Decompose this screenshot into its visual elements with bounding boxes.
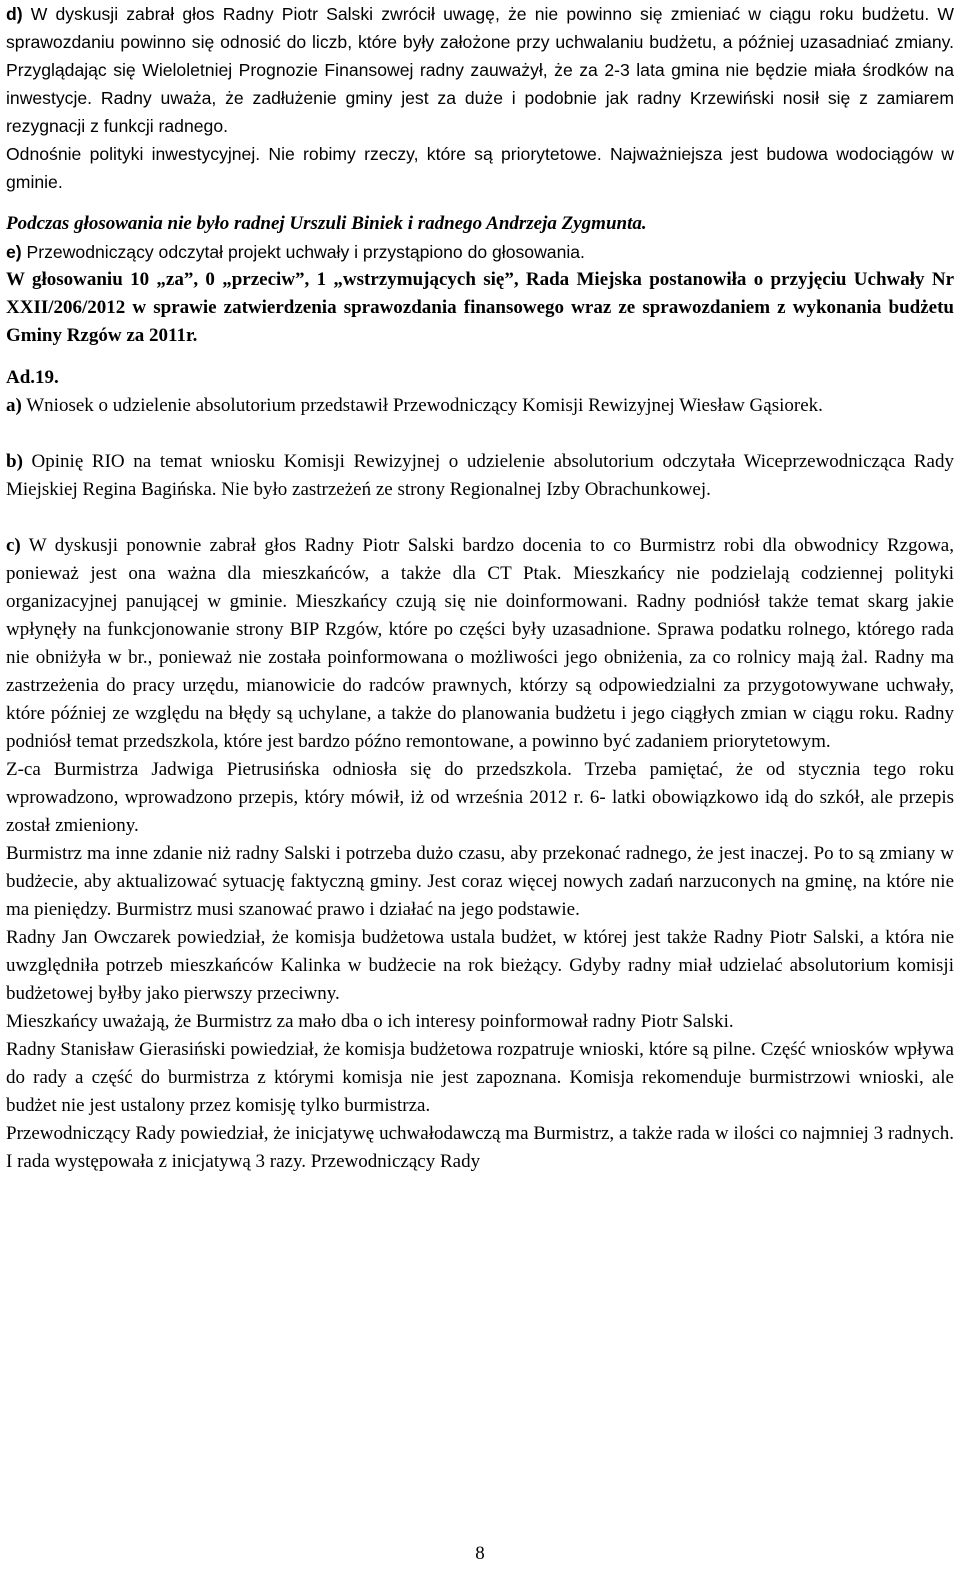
- paragraph-d-prognoza: Przyglądając się Wieloletniej Prognozie Finansowej radny zauważył, że za 2-3 lata gmina nie będzie miała środków na inwestycje. Radny uważa, że zadłużenie gminy jest za duże i podobnie jak radny Krzewiński nosił się z zamiarem rezygnacji z funkcji radnego.: [6, 60, 954, 136]
- item-label-c: c): [6, 535, 21, 556]
- item-label-e: e): [6, 242, 22, 262]
- item-label-d: d): [6, 4, 23, 24]
- paragraph-b: [6, 448, 954, 504]
- section-heading: Ad.19.: [6, 367, 59, 388]
- page-number: 8: [475, 1543, 485, 1564]
- paragraph-d: [6, 0, 954, 140]
- item-label-a: a): [6, 395, 22, 416]
- paragraph-mieszkancy: Mieszkańcy uważają, że Burmistrz za mało dba o ich interesy poinformował radny Piotr Salski.: [6, 1011, 734, 1032]
- vote-result: W głosowaniu 10 „za”, 0 „przeciw”, 1 „wstrzymujących się”, Rada Miejska postanowiła o przyjęciu Uchwały Nr XXII/206/2012 w sprawie zatwierdzenia sprawozdania finansowego wraz ze sprawozdaniem z wykonania budżetu Gminy Rzgów za 2011r.: [6, 269, 954, 346]
- paragraph-d-text: W dyskusji zabrał głos Radny Piotr Salski zwrócił uwagę, że nie powinno się zmieniać w ciągu roku budżetu. W sprawozdaniu powinno się odnosić do liczb, które były założone przy uchwalaniu budżetu, a później uzasadniać zmiany.: [6, 4, 954, 52]
- paragraph-gierasinski: Radny Stanisław Gierasiński powiedział, że komisja budżetowa rozpatruje wnioski, które są pilne. Część wniosków wpływa do rady a część do burmistrza z którymi komisja nie jest zapoznana. Komisja rekomenduje burmistrzowi wnioski, ale budżet nie jest ustalony przez komisję tylko burmistrza.: [6, 1039, 954, 1116]
- paragraph-b-text: Opinię RIO na temat wniosku Komisji Rewizyjnej o udzielenie absolutorium odczytała Wiceprzewodnicząca Rady Miejskiej Regina Bagińska. Nie było zastrzeżeń ze strony Regionalnej Izby Obrachunkowej.: [6, 451, 954, 500]
- item-label-b: b): [6, 451, 23, 472]
- paragraph-a-text: Wniosek o udzielenie absolutorium przedstawił Przewodniczący Komisji Rewizyjnej Wiesław Gąsiorek.: [21, 395, 823, 416]
- paragraph-e-text: Przewodniczący odczytał projekt uchwały i przystąpiono do głosowania.: [21, 242, 585, 262]
- paragraph-polityka-inwestycyjna: Odnośnie polityki inwestycyjnej. Nie robimy rzeczy, które są priorytetowe. Najważniejsza jest budowa wodociągów w gminie.: [6, 144, 954, 192]
- paragraph-e: [6, 238, 954, 266]
- paragraph-owczarek: Radny Jan Owczarek powiedział, że komisja budżetowa ustala budżet, w której jest także Radny Piotr Salski, a która nie uwzględniła potrzeb mieszkańców Kalinka w budżecie na rok bieżący. Gdyby radny miał udzielać absolutorium komisji budżetowej byłby jako pierwszy przeciwny.: [6, 927, 954, 1004]
- absent-note: Podczas głosowania nie było radnej Urszuli Biniek i radnego Andrzeja Zygmunta.: [6, 213, 647, 234]
- paragraph-c-text: W dyskusji ponownie zabrał głos Radny Piotr Salski bardzo docenia to co Burmistrz robi dla obwodnicy Rzgowa, ponieważ jest ona ważna dla mieszkańców, a także dla CT Ptak. Mieszkańcy nie podzielają codziennej polityki organizacyjnej panującej w gminie. Mieszkańcy czują się nie doinformowani. Radny podniósł także temat skarg jakie wpłynęły na funkcjonowanie strony BIP Rzgów, które po części były uzasadnione. Sprawa podatku rolnego, którego rada nie obniżyła w br., ponieważ nie została poinformowana o możliwości jego obniżenia, za co rolnicy mają żal. Radny ma zastrzeżenia do pracy urzędu, mianowicie do radców prawnych, którzy są odpowiedzialni za przygotowywane uchwały, które później ze względu na błędy są uchylane, a także do planowania budżetu i jego ciągłych zmian w ciągu roku. Radny podniósł temat przedszkola, które jest bardzo późno remontowane, a powinno być zadaniem priorytetowym.: [6, 535, 954, 752]
- paragraph-przewodniczacy: Przewodniczący Rady powiedział, że inicjatywę uchwałodawczą ma Burmistrz, a także rada w ilości co najmniej 3 radnych. I rada występowała z inicjatywą 3 razy. Przewodniczący Rady: [6, 1123, 954, 1172]
- document-page: [6, 0, 954, 1176]
- paragraph-a: [6, 392, 954, 420]
- paragraph-burmistrz: Burmistrz ma inne zdanie niż radny Salski i potrzeba dużo czasu, aby przekonać radnego, że jest inaczej. Po to są zmiany w budżecie, aby aktualizować sytuację faktyczną gminy. Jest coraz więcej nowych zadań narzuconych na gminę, na które nie ma pieniędzy. Burmistrz musi szanować prawo i działać na jego podstawie.: [6, 843, 954, 920]
- paragraph-c: [6, 532, 954, 756]
- paragraph-pietrusinska: Z-ca Burmistrza Jadwiga Pietrusińska odniosła się do przedszkola. Trzeba pamiętać, że od stycznia tego roku wprowadzono, wprowadzono przepis, który mówił, iż od września 2012 r. 6- latki obowiązkowo idą do szkół, ale przepis został zmieniony.: [6, 759, 954, 836]
